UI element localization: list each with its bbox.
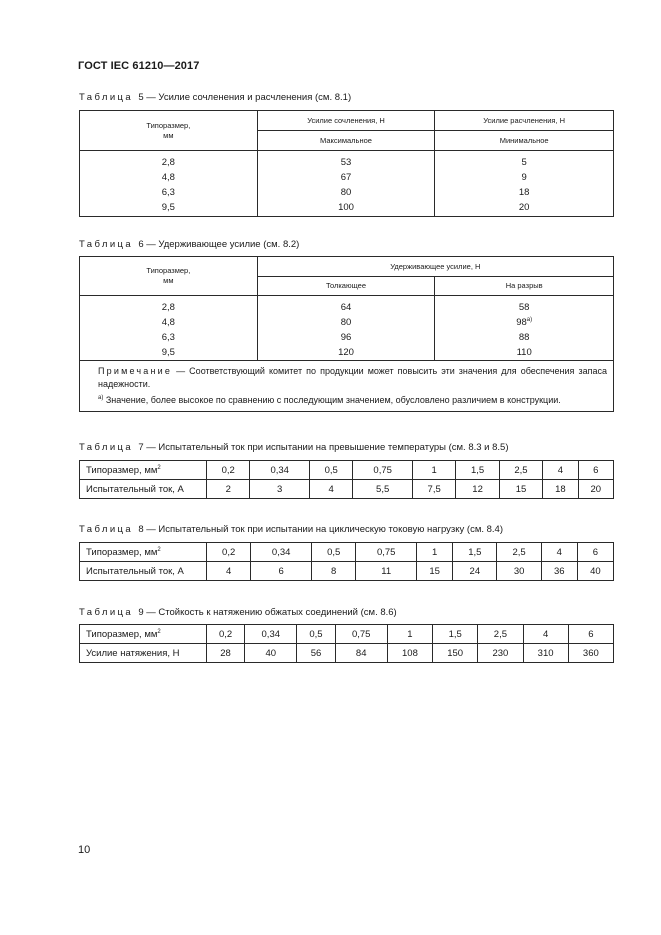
- table6-caption: [79, 239, 299, 250]
- table-cell: 96: [340, 332, 352, 343]
- table6-col1-head-l2: мм: [163, 276, 174, 285]
- table6-note: [98, 365, 607, 391]
- table7-caption-num: 7: [138, 442, 144, 453]
- table-cell: 58: [518, 302, 530, 313]
- table-cell: 3: [250, 480, 310, 499]
- table8: [79, 542, 614, 581]
- table-cell: 12: [456, 480, 499, 499]
- table-cell: 28: [207, 644, 245, 663]
- table6-caption-lead: Таблица: [79, 239, 134, 250]
- table-cell-with-footnote: $98^{а)}$: [516, 316, 533, 328]
- table-cell: 80: [340, 317, 352, 328]
- table-cell: 2,8: [161, 302, 175, 313]
- table-cell: 108: [387, 644, 432, 663]
- table-cell: 30: [497, 562, 541, 581]
- table-cell: 4: [309, 480, 352, 499]
- note-text: — Соответствующий комитет по продукции может повысить эти значения для обеспечения запаса надежности.: [98, 366, 607, 389]
- table6-col3-cell: [435, 296, 614, 361]
- table6-group-head: Удерживающее усилие, Н: [257, 257, 613, 277]
- table-cell: 0,34: [250, 461, 310, 480]
- table5-col1-head: [80, 111, 258, 151]
- footnote-mark: а): [98, 395, 104, 401]
- table7-caption-lead: Таблица: [79, 442, 134, 453]
- table6-col2-cell: [257, 296, 435, 361]
- table8-row2-label: Испытательный ток, А: [80, 562, 207, 581]
- table7-caption-text: — Испытательный ток при испытании на превышение температуры (см. 8.3 и 8.5): [146, 442, 509, 453]
- table-cell: 64: [340, 302, 352, 313]
- table-cell: 0,75: [356, 543, 417, 562]
- table9-caption: [79, 607, 397, 618]
- table-cell: 20: [578, 480, 613, 499]
- table6: [79, 256, 614, 412]
- table-cell: 2: [207, 480, 250, 499]
- table-cell: 1: [387, 625, 432, 644]
- table-cell: 8: [312, 562, 356, 581]
- table-cell: 110: [516, 347, 532, 358]
- table-cell: 9,5: [161, 347, 175, 358]
- footnote-text: Значение, более высокое по сравнению с последующим значением, обусловлено различием в конструкции.: [105, 395, 561, 405]
- table-cell: 5,5: [353, 480, 413, 499]
- table6-col1-head: [80, 257, 258, 296]
- table8-caption-lead: Таблица: [79, 524, 134, 535]
- table-cell: 2,5: [478, 625, 523, 644]
- table-cell: 88: [518, 332, 530, 343]
- table-cell: 84: [335, 644, 387, 663]
- table-cell: 40: [577, 562, 613, 581]
- table-cell: 0,34: [245, 625, 297, 644]
- table-cell: 9: [521, 172, 527, 183]
- table9-row2-label: Усилие натяжения, Н: [80, 644, 207, 663]
- table5-col2-head: Усилие сочленения, Н: [257, 111, 435, 131]
- table-cell: 6: [251, 562, 312, 581]
- table-cell: 80: [340, 187, 352, 198]
- table-cell: 360: [568, 644, 613, 663]
- table5-col2-sub: Максимальное: [257, 131, 435, 151]
- table-cell: 20: [518, 202, 530, 213]
- note-lead: Примечание: [98, 366, 173, 376]
- table-cell: 15: [499, 480, 542, 499]
- document-header: ГОСТ IEC 61210—2017: [78, 60, 200, 72]
- table5-col3-head: Усилие расчленения, Н: [435, 111, 614, 131]
- table8-row1-label: Типоразмер, $мм^2$: [80, 543, 207, 562]
- table8-caption-num: 8: [138, 524, 144, 535]
- table6-note-cell: [80, 361, 614, 412]
- table7-row2-label: Испытательный ток, А: [80, 480, 207, 499]
- table5-col3-cell: [435, 151, 614, 217]
- table-cell: 230: [478, 644, 523, 663]
- table9-caption-text: — Стойкость к натяжению обжатых соединений (см. 8.6): [146, 607, 397, 618]
- table7-caption: [79, 442, 509, 453]
- table7-row1-label: Типоразмер, $мм^2$: [80, 461, 207, 480]
- table-cell: 24: [453, 562, 497, 581]
- table-cell: 310: [523, 644, 568, 663]
- table-cell: 2,8: [161, 157, 175, 168]
- table-cell: 4: [523, 625, 568, 644]
- table5-caption-num: 5: [138, 92, 144, 103]
- table6-footnote: [98, 394, 607, 407]
- table5-sizes-cell: [80, 151, 258, 217]
- table5-col1-head-l2: мм: [163, 130, 174, 140]
- table5-caption: [79, 92, 351, 103]
- table-cell: 6: [577, 543, 613, 562]
- table-cell: 1: [417, 543, 453, 562]
- table-cell: 100: [338, 202, 354, 213]
- table-cell: 120: [338, 347, 354, 358]
- table-cell: 1: [412, 461, 455, 480]
- table-cell: 4: [543, 461, 578, 480]
- table5-col1-head-l1: Типоразмер,: [146, 120, 191, 130]
- table-cell: 1,5: [433, 625, 478, 644]
- table9-caption-num: 9: [138, 607, 144, 618]
- table6-col3-sub: На разрыв: [435, 277, 614, 296]
- table8-caption: [79, 524, 503, 535]
- table-cell: 56: [297, 644, 335, 663]
- table6-col2-sub: Толкающее: [257, 277, 435, 296]
- table5-col2-cell: [257, 151, 435, 217]
- table6-caption-text: — Удерживающее усилие (см. 8.2): [146, 239, 300, 250]
- table-cell: 0,2: [207, 543, 251, 562]
- table5-caption-text: — Усилие сочленения и расчленения (см. 8.1): [146, 92, 352, 103]
- table5: [79, 110, 614, 217]
- table-cell: 15: [417, 562, 453, 581]
- table-cell: 2,5: [497, 543, 541, 562]
- table-cell: 1,5: [453, 543, 497, 562]
- table-cell: 36: [541, 562, 577, 581]
- table9-row1-label: Типоразмер, $мм^2$: [80, 625, 207, 644]
- table-cell: 9,5: [161, 202, 175, 213]
- table-cell: 5: [521, 157, 527, 168]
- table-cell: 6,3: [161, 332, 175, 343]
- table6-sizes-cell: [80, 296, 258, 361]
- table-cell: 4: [207, 562, 251, 581]
- table-cell: 6,3: [161, 187, 175, 198]
- table-cell: 18: [543, 480, 578, 499]
- table6-caption-num: 6: [138, 239, 144, 250]
- table5-caption-lead: Таблица: [79, 92, 134, 103]
- table9-caption-lead: Таблица: [79, 607, 134, 618]
- table-cell: 0,2: [207, 461, 250, 480]
- table-cell: 0,5: [309, 461, 352, 480]
- table-cell: 0,2: [207, 625, 245, 644]
- table-cell: 0,34: [251, 543, 312, 562]
- table-cell: 4,8: [161, 172, 175, 183]
- table-cell: 6: [568, 625, 613, 644]
- table-cell: 0,5: [312, 543, 356, 562]
- table8-caption-text: — Испытательный ток при испытании на циклическую токовую нагрузку (см. 8.4): [146, 524, 504, 535]
- table7: [79, 460, 614, 499]
- table-cell: 67: [340, 172, 352, 183]
- table-cell: 11: [356, 562, 417, 581]
- footnote-mark: а): [526, 316, 533, 323]
- page-number: 10: [78, 844, 91, 856]
- table-cell: 40: [245, 644, 297, 663]
- table-cell: 7,5: [412, 480, 455, 499]
- table5-col3-sub: Минимальное: [435, 131, 614, 151]
- table-cell: 4: [541, 543, 577, 562]
- table-cell: 1,5: [456, 461, 499, 480]
- table-cell: 6: [578, 461, 613, 480]
- table-cell: 0,75: [335, 625, 387, 644]
- table-cell: 0,75: [353, 461, 413, 480]
- table-cell: 4,8: [161, 317, 175, 328]
- table-cell: 150: [433, 644, 478, 663]
- table-cell: 0,5: [297, 625, 335, 644]
- table-cell: 53: [340, 157, 352, 168]
- table-cell: 18: [518, 187, 530, 198]
- table9: [79, 624, 614, 663]
- table6-col1-head-l1: Типоразмер,: [146, 266, 191, 275]
- table-cell: 2,5: [499, 461, 542, 480]
